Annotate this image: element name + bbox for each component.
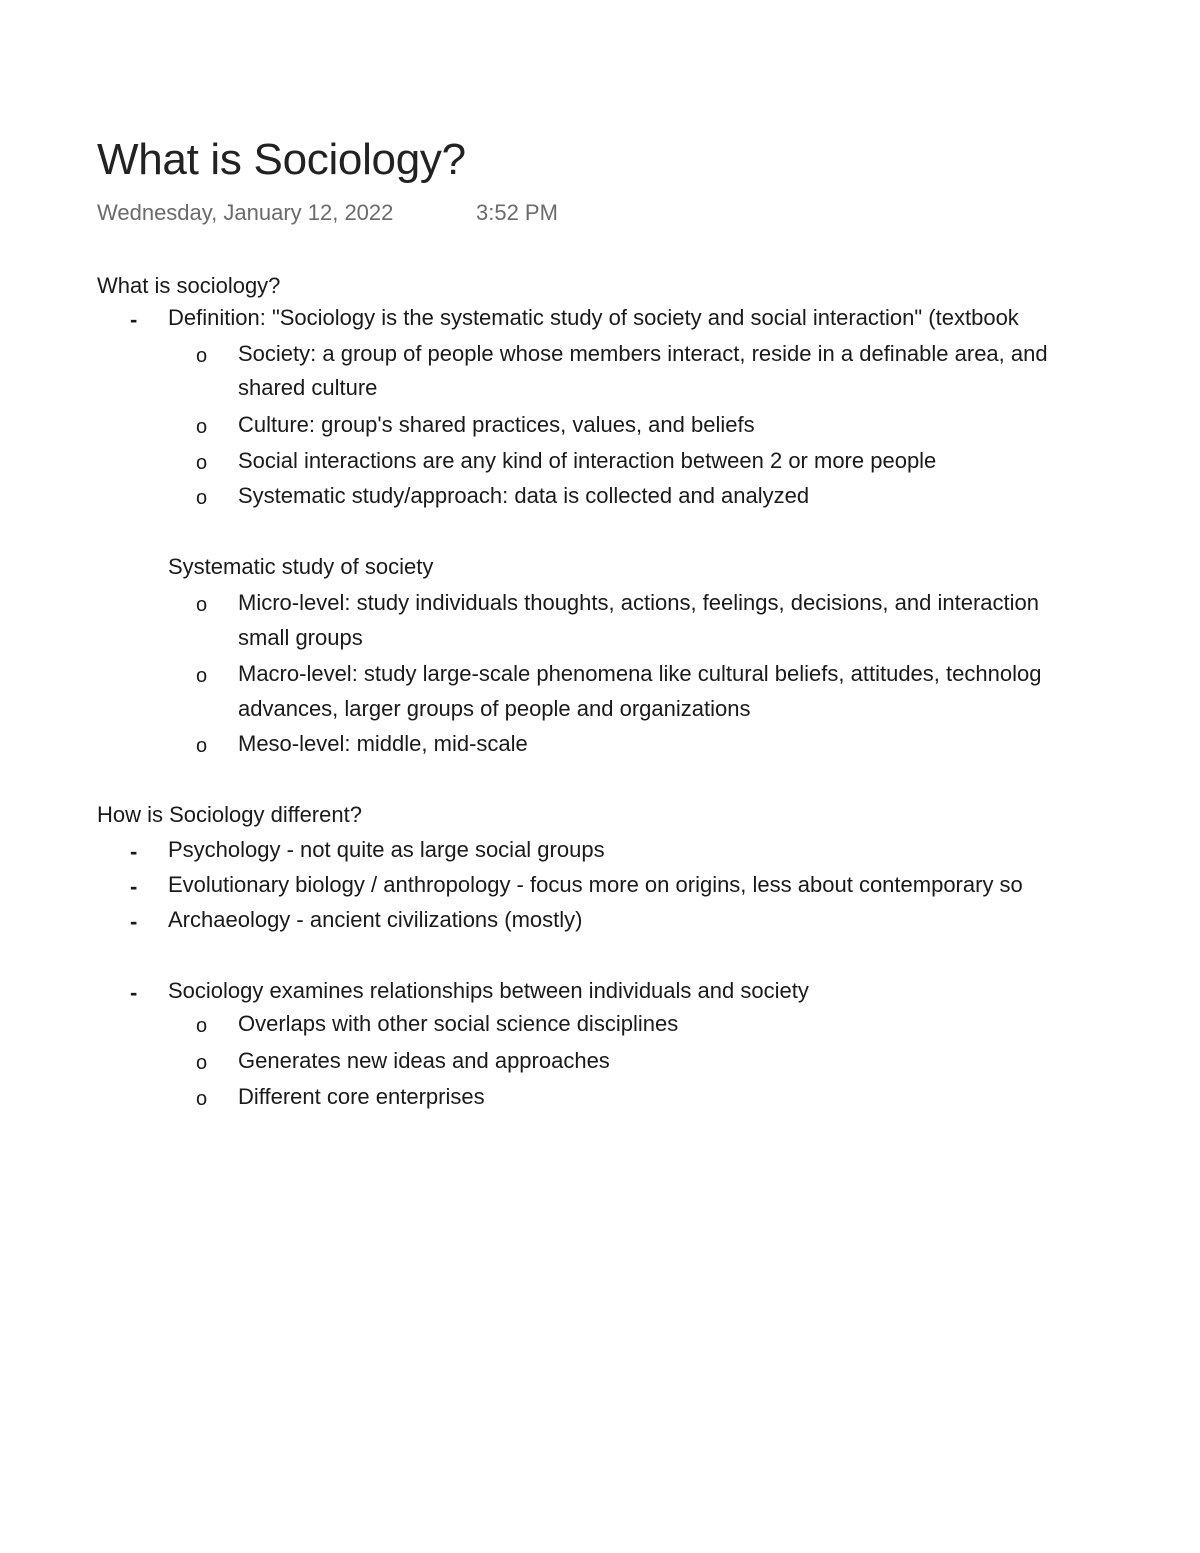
list-item-psychology: Psychology - not quite as large social groups xyxy=(168,837,605,862)
circle-bullet: o xyxy=(196,345,208,367)
list-item-macro-level-continued: advances, larger groups of people and organizations xyxy=(238,696,751,721)
note-date: Wednesday, January 12, 2022 xyxy=(97,200,394,225)
list-item-archaeology: Archaeology - ancient civilizations (mostly) xyxy=(168,907,583,932)
dash-bullet: - xyxy=(130,307,138,332)
circle-bullet: o xyxy=(196,1015,208,1037)
list-item-society-continued: shared culture xyxy=(238,375,378,400)
list-item-systematic-approach: Systematic study/approach: data is collected and analyzed xyxy=(238,483,810,508)
dash-bullet: - xyxy=(130,874,138,899)
list-item-social-interactions: Social interactions are any kind of interaction between 2 or more people xyxy=(238,448,937,473)
list-item-macro-level: Macro-level: study large-scale phenomena like cultural beliefs, attitudes, technolog xyxy=(238,661,1042,686)
list-item-culture: Culture: group's shared practices, values, and beliefs xyxy=(238,412,755,437)
circle-bullet: o xyxy=(196,1088,208,1110)
circle-bullet: o xyxy=(196,735,208,757)
definition-text: Definition: "Sociology is the systematic study of society and social interaction" (textbook xyxy=(168,305,1019,330)
list-item-society: Society: a group of people whose members interact, reside in a definable area, and xyxy=(238,341,1048,366)
section-heading-systematic-study: Systematic study of society xyxy=(168,554,434,579)
list-item-evolutionary-biology: Evolutionary biology / anthropology - focus more on origins, less about contemporary so xyxy=(168,872,1023,897)
circle-bullet: o xyxy=(196,452,208,474)
list-item-generates: Generates new ideas and approaches xyxy=(238,1048,610,1073)
section-heading-how-different: How is Sociology different? xyxy=(97,802,362,827)
list-item-core-enterprises: Different core enterprises xyxy=(238,1084,485,1109)
dash-bullet: - xyxy=(130,909,138,934)
note-time: 3:52 PM xyxy=(476,200,558,225)
circle-bullet: o xyxy=(196,416,208,438)
list-item-sociology-examines: Sociology examines relationships between individuals and society xyxy=(168,978,809,1003)
circle-bullet: o xyxy=(196,487,208,509)
circle-bullet: o xyxy=(196,665,208,687)
circle-bullet: o xyxy=(196,1052,208,1074)
dash-bullet: - xyxy=(130,980,138,1005)
circle-bullet: o xyxy=(196,594,208,616)
section-heading-what-is-sociology: What is sociology? xyxy=(97,273,281,298)
list-item-micro-level-continued: small groups xyxy=(238,625,363,650)
list-item-micro-level: Micro-level: study individuals thoughts, actions, feelings, decisions, and interaction xyxy=(238,590,1039,615)
list-item-meso-level: Meso-level: middle, mid-scale xyxy=(238,731,528,756)
list-item-overlaps: Overlaps with other social science disciplines xyxy=(238,1011,679,1036)
page-title: What is Sociology? xyxy=(97,135,466,184)
dash-bullet: - xyxy=(130,839,138,864)
